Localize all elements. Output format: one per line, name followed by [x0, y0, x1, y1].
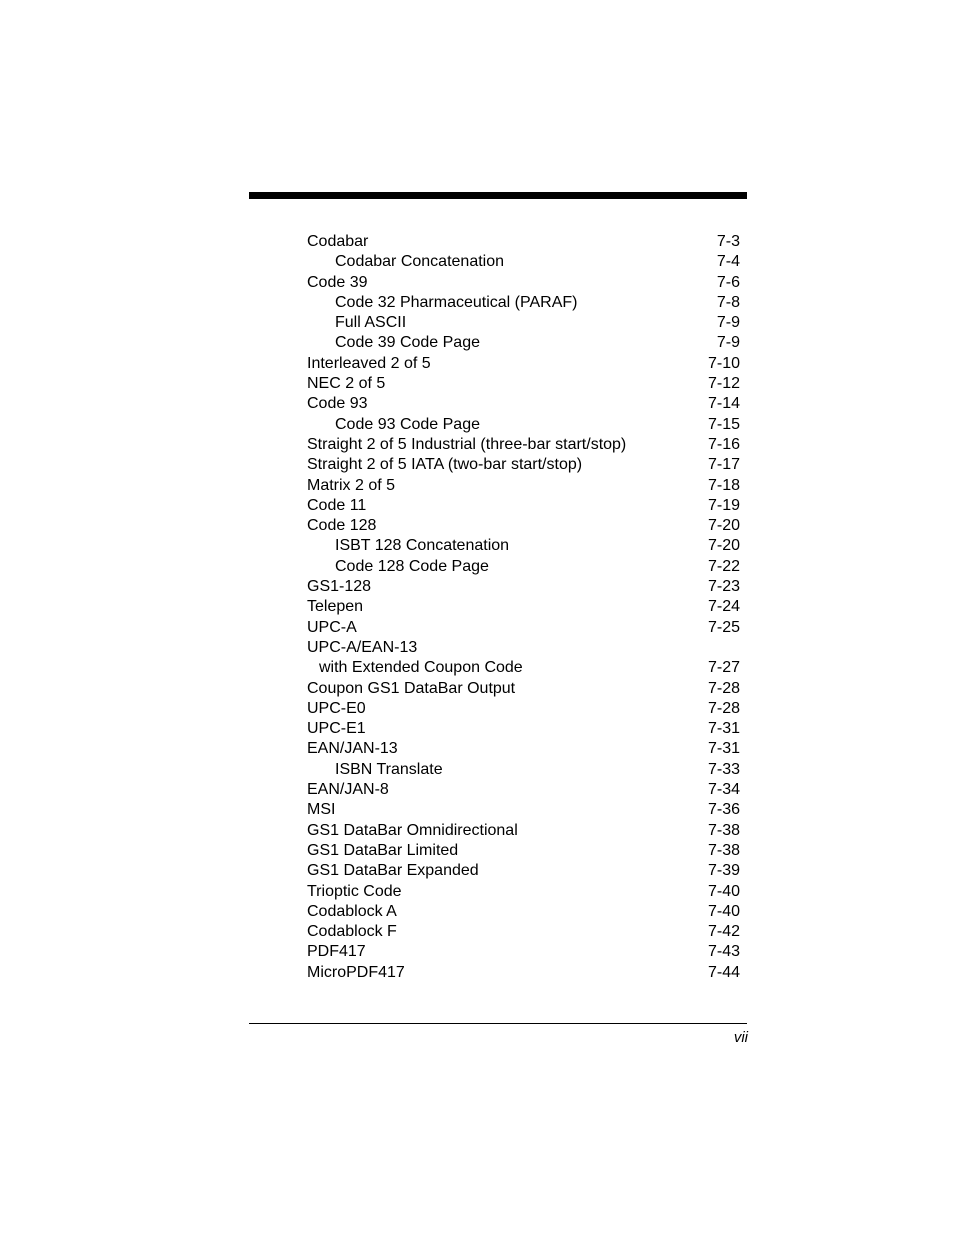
- footer-rule: [249, 1023, 747, 1024]
- toc-entry[interactable]: [307, 922, 740, 942]
- toc-entry-page: 7-20: [707, 537, 740, 555]
- toc-entry[interactable]: [307, 699, 740, 719]
- toc-entry[interactable]: [307, 618, 740, 638]
- table-of-contents: [307, 232, 740, 983]
- toc-entry[interactable]: [307, 679, 740, 699]
- toc-entry[interactable]: [307, 902, 740, 922]
- toc-entry[interactable]: [307, 963, 740, 983]
- toc-entry-title: Code 39 Code Page: [335, 334, 480, 352]
- toc-entry-page: 7-9: [716, 314, 740, 332]
- toc-entry-title: Codablock F: [307, 923, 397, 941]
- toc-entry[interactable]: [307, 293, 740, 313]
- toc-entry[interactable]: [307, 821, 740, 841]
- toc-entry-title: Code 39: [307, 273, 368, 291]
- header-rule: [249, 192, 747, 199]
- toc-entry-page: 7-34: [707, 781, 740, 799]
- toc-entry-title: GS1-128: [307, 578, 372, 596]
- toc-entry[interactable]: [307, 597, 740, 617]
- toc-entry-title: GS1 DataBar Omnidirectional: [307, 821, 518, 839]
- toc-entry[interactable]: [307, 415, 740, 435]
- toc-entry-page: 7-19: [707, 496, 740, 514]
- toc-entry[interactable]: [307, 760, 740, 780]
- toc-entry-title: Matrix 2 of 5: [307, 476, 396, 494]
- toc-entry[interactable]: [307, 841, 740, 861]
- toc-entry[interactable]: [307, 354, 740, 374]
- toc-entry-title: NEC 2 of 5: [307, 375, 386, 393]
- toc-entry-page: 7-31: [707, 720, 740, 738]
- toc-entry-page: 7-28: [707, 699, 740, 717]
- toc-entry-title: PDF417: [307, 943, 366, 961]
- toc-entry-page: 7-36: [707, 801, 740, 819]
- toc-entry-page: 7-20: [707, 517, 740, 535]
- toc-entry-page: 7-4: [716, 253, 740, 271]
- toc-entry-title: Telepen: [307, 598, 364, 616]
- toc-entry-title: Straight 2 of 5 Industrial (three-bar start/stop): [307, 435, 627, 453]
- toc-entry[interactable]: [307, 942, 740, 962]
- toc-entry-title: Code 93: [307, 395, 368, 413]
- toc-entry[interactable]: [307, 333, 740, 353]
- toc-entry-title: Code 128 Code Page: [335, 557, 489, 575]
- toc-entry-title: EAN/JAN-13: [307, 740, 398, 758]
- toc-entry[interactable]: [307, 577, 740, 597]
- toc-entry-title: Codabar Concatenation: [335, 253, 505, 271]
- toc-entry-page: 7-28: [707, 679, 740, 697]
- toc-entry-page: 7-15: [707, 415, 740, 433]
- toc-entry[interactable]: [307, 394, 740, 414]
- toc-entry-title: Code 93 Code Page: [335, 415, 480, 433]
- toc-entry[interactable]: [307, 455, 740, 475]
- toc-entry-page: 7-3: [716, 233, 740, 250]
- toc-entry-page: 7-33: [707, 760, 740, 778]
- toc-entry-title: MSI: [307, 801, 336, 819]
- toc-entry[interactable]: [307, 800, 740, 820]
- page-number: vii: [733, 1029, 748, 1046]
- toc-entry[interactable]: [307, 476, 740, 496]
- toc-entry-title: Coupon GS1 DataBar Output: [307, 679, 516, 697]
- toc-entry[interactable]: [307, 658, 740, 678]
- toc-entry[interactable]: [307, 557, 740, 577]
- toc-entry[interactable]: [307, 861, 740, 881]
- toc-entry-page: 7-8: [716, 293, 740, 311]
- toc-entry-page: 7-6: [716, 273, 740, 291]
- toc-entry-title: UPC-E0: [307, 699, 366, 717]
- toc-entry[interactable]: [307, 780, 740, 800]
- toc-entry-page: 7-12: [707, 375, 740, 393]
- toc-entry-title: EAN/JAN-8: [307, 781, 389, 799]
- toc-entry[interactable]: [307, 739, 740, 759]
- toc-entry[interactable]: [307, 496, 740, 516]
- toc-entry-title: Code 32 Pharmaceutical (PARAF): [335, 293, 578, 311]
- toc-entry-title: Code 11: [307, 496, 367, 514]
- toc-entry-page: 7-39: [707, 862, 740, 880]
- toc-entry[interactable]: [307, 638, 740, 658]
- toc-entry-title: UPC-A: [307, 618, 357, 636]
- toc-entry-title: GS1 DataBar Expanded: [307, 862, 479, 880]
- toc-entry-page: 7-38: [707, 821, 740, 839]
- toc-entry-page: 7-31: [707, 740, 740, 758]
- toc-entry[interactable]: [307, 252, 740, 272]
- toc-entry-page: 7-17: [707, 456, 740, 474]
- toc-entry[interactable]: [307, 435, 740, 455]
- toc-entry[interactable]: [307, 374, 740, 394]
- toc-entry-page: 7-24: [707, 598, 740, 616]
- toc-entry-title: GS1 DataBar Limited: [307, 841, 459, 859]
- toc-entry-title: ISBN Translate: [335, 760, 443, 778]
- toc-entry-page: 7-40: [707, 902, 740, 920]
- toc-entry[interactable]: [307, 882, 740, 902]
- toc-entry-page: 7-42: [707, 923, 740, 941]
- toc-entry-page: 7-40: [707, 882, 740, 900]
- toc-entry-title: Interleaved 2 of 5: [307, 354, 431, 372]
- toc-entry-title: UPC-E1: [307, 720, 366, 738]
- toc-entry-title: Codabar: [307, 233, 369, 250]
- toc-entry[interactable]: [307, 273, 740, 293]
- toc-entry-page: 7-10: [707, 354, 740, 372]
- toc-entry[interactable]: [307, 313, 740, 333]
- toc-entry-page: 7-16: [707, 435, 740, 453]
- toc-entry-page: 7-14: [707, 395, 740, 413]
- toc-entry-page: 7-27: [707, 659, 740, 677]
- toc-entry[interactable]: [307, 232, 740, 252]
- toc-entry-title: with Extended Coupon Code: [319, 659, 523, 677]
- toc-entry-page: 7-43: [707, 943, 740, 961]
- toc-entry[interactable]: [307, 516, 740, 536]
- toc-entry-page: 7-44: [707, 963, 740, 981]
- toc-entry-title: Trioptic Code: [307, 882, 402, 900]
- toc-entry-title: ISBT 128 Concatenation: [335, 537, 510, 555]
- toc-entry-page: 7-38: [707, 841, 740, 859]
- toc-entry-title: MicroPDF417: [307, 963, 405, 981]
- toc-entry-title: UPC-A/EAN-13: [307, 638, 418, 656]
- toc-entry[interactable]: [307, 536, 740, 556]
- toc-entry-page: 7-9: [716, 334, 740, 352]
- toc-entry-title: Code 128: [307, 517, 377, 535]
- toc-entry-page: 7-23: [707, 578, 740, 596]
- toc-entry-page: 7-18: [707, 476, 740, 494]
- toc-entry-page: 7-25: [707, 618, 740, 636]
- toc-entry-page: 7-22: [707, 557, 740, 575]
- toc-entry[interactable]: [307, 719, 740, 739]
- toc-entry-title: Full ASCII: [335, 314, 407, 332]
- toc-entry-title: Straight 2 of 5 IATA (two-bar start/stop): [307, 456, 583, 474]
- toc-entry-title: Codablock A: [307, 902, 397, 920]
